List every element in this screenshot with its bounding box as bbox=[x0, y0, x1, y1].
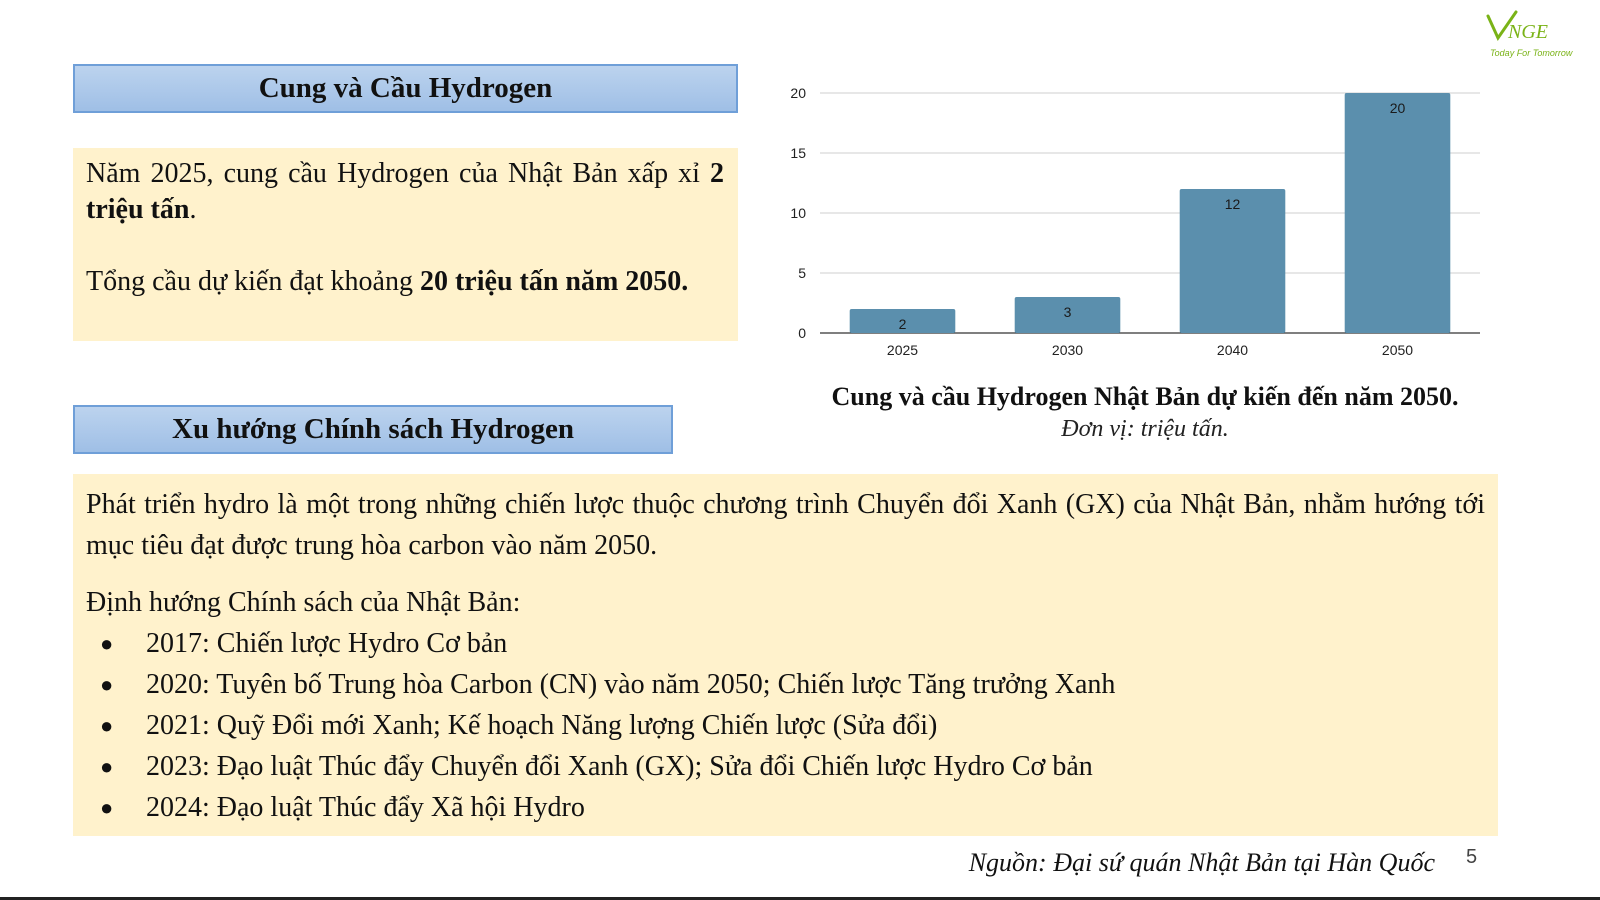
policy-list-item: ● 2021: Quỹ Đổi mới Xanh; Kế hoạch Năng lượng Chiến lược (Sửa đổi) bbox=[86, 705, 1485, 746]
policy-list-item: ● 2017: Chiến lược Hydro Cơ bản bbox=[86, 623, 1485, 664]
source-note: Nguồn: Đại sứ quán Nhật Bản tại Hàn Quốc bbox=[968, 848, 1435, 877]
bar-data-label: 3 bbox=[1063, 304, 1072, 320]
policy-list-item: ● 2020: Tuyên bố Trung hòa Carbon (CN) vào năm 2050; Chiến lược Tăng trưởng Xanh bbox=[86, 664, 1485, 705]
bar-data-label: 12 bbox=[1224, 196, 1241, 212]
bar-data-label: 20 bbox=[1389, 100, 1406, 116]
x-tick-label: 2050 bbox=[1381, 342, 1414, 358]
y-tick-label: 0 bbox=[798, 325, 806, 341]
section-title-policy-text: Xu hướng Chính sách Hydrogen bbox=[172, 413, 574, 445]
policy-panel bbox=[73, 474, 1498, 836]
bar-chart bbox=[780, 70, 1500, 370]
policy-subheading: Định hướng Chính sách của Nhật Bản: bbox=[86, 587, 521, 618]
section-title-supply-demand-text: Cung và Cầu Hydrogen bbox=[258, 72, 553, 104]
y-tick-label: 5 bbox=[798, 265, 806, 281]
intro-paragraph-1: Năm 2025, cung cầu Hydrogen của Nhật Bản xấp xỉ 2 triệu tấn. bbox=[86, 158, 724, 225]
svg-text:NGE: NGE bbox=[1508, 21, 1548, 43]
bullet-icon: ● bbox=[100, 713, 114, 738]
policy-list-item: ● 2024: Đạo luật Thúc đẩy Xã hội Hydro bbox=[86, 787, 1485, 828]
x-tick-label: 2025 bbox=[886, 342, 919, 358]
bar bbox=[1345, 93, 1451, 333]
page-number: 5 bbox=[1466, 846, 1478, 868]
section-title-policy bbox=[73, 405, 673, 454]
bullet-icon: ● bbox=[100, 631, 114, 656]
chart-unit: Đơn vị: triệu tấn. bbox=[1061, 416, 1229, 442]
x-tick-label: 2040 bbox=[1216, 342, 1249, 358]
intro-paragraph-2: Tổng cầu dự kiến đạt khoảng 20 triệu tấn năm 2050. bbox=[86, 266, 689, 297]
vnge-logo bbox=[1486, 8, 1598, 60]
chart-title: Cung và cầu Hydrogen Nhật Bản dự kiến đến năm 2050. bbox=[831, 382, 1459, 411]
intro-panel bbox=[73, 148, 738, 341]
policy-list bbox=[86, 623, 1485, 828]
y-tick-label: 10 bbox=[790, 205, 806, 221]
bar-data-label: 2 bbox=[898, 316, 907, 332]
policy-paragraph: Phát triển hydro là một trong những chiến lược thuộc chương trình Chuyển đổi Xanh (GX) của Nhật Bản, nhằm hướng tới mục tiêu đạt được trung hòa carbon vào năm 2050. bbox=[86, 489, 1485, 561]
bullet-icon: ● bbox=[100, 754, 114, 779]
bullet-icon: ● bbox=[100, 795, 114, 820]
svg-text:Today For Tomorrow: Today For Tomorrow bbox=[1490, 48, 1573, 58]
bullet-icon: ● bbox=[100, 672, 114, 697]
section-title-supply-demand bbox=[73, 64, 738, 113]
x-tick-label: 2030 bbox=[1051, 342, 1084, 358]
chart-caption bbox=[780, 380, 1510, 444]
policy-list-item: ● 2023: Đạo luật Thúc đẩy Chuyển đổi Xanh (GX); Sửa đổi Chiến lược Hydro Cơ bản bbox=[86, 746, 1485, 787]
y-tick-label: 15 bbox=[790, 145, 806, 161]
y-tick-label: 20 bbox=[790, 85, 806, 101]
